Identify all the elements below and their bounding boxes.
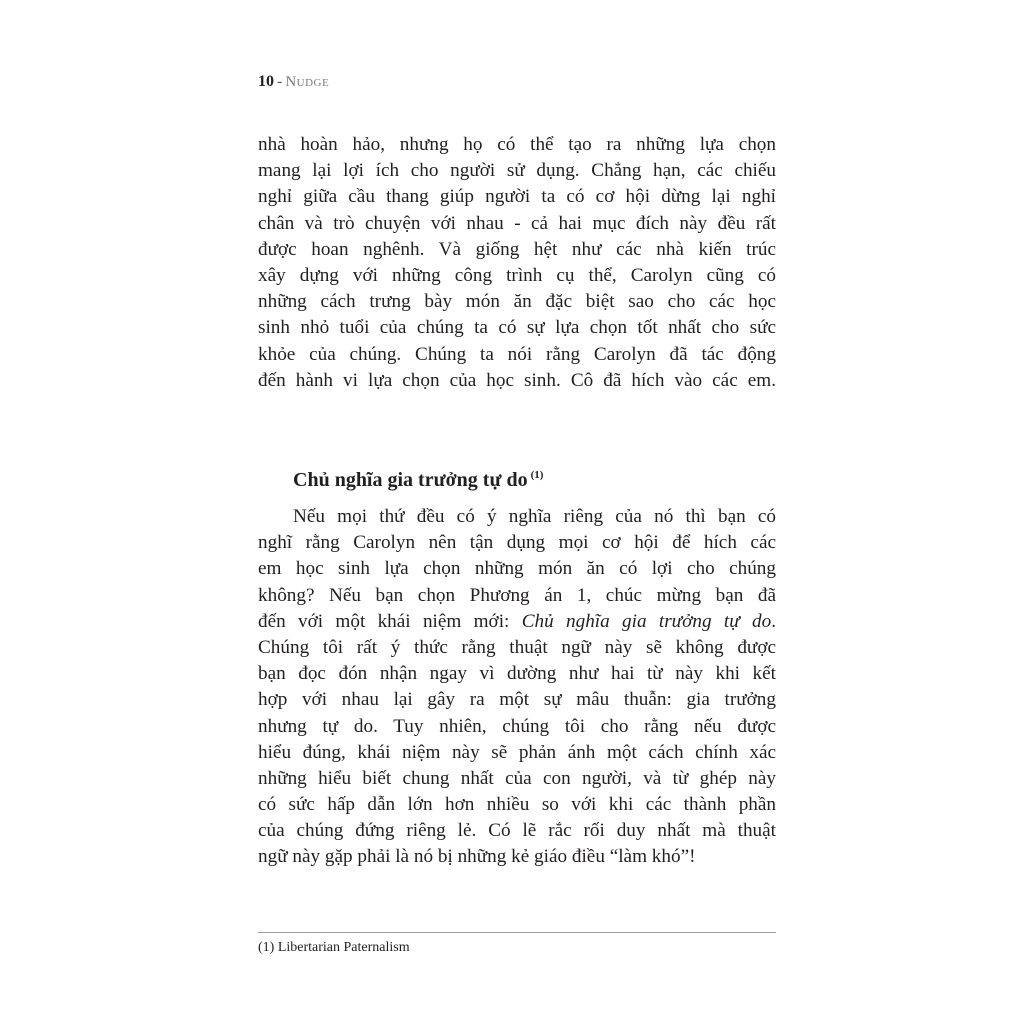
text-segment: . xyxy=(771,610,776,632)
text-line: có sức hấp dẫn lớn hơn nhiều so với khi các thành phần xyxy=(258,794,776,816)
emphasized-term: Chủ nghĩa gia trưởng tự do xyxy=(521,610,772,632)
page-number: 10 xyxy=(258,73,274,90)
running-head xyxy=(258,72,329,92)
book-page xyxy=(258,0,776,1024)
text-line: hiểu đúng, khái niệm này sẽ phản ánh một cách chính xác xyxy=(258,741,776,763)
text-line: những hiểu biết chung nhất của con người, và từ ghép này xyxy=(258,767,776,789)
text-line: Chúng tôi rất ý thức rằng thuật ngữ này sẽ không được xyxy=(258,636,776,658)
body-paragraph-2 xyxy=(258,504,776,871)
text-line: bạn đọc đón nhận ngay vì dường như hai từ này khi kết xyxy=(258,663,776,685)
body-paragraph-1 xyxy=(258,132,776,394)
footnote-divider xyxy=(258,932,776,933)
text-line: ngữ này gặp phải là nó bị những kẻ giáo điều “làm khó”! xyxy=(258,846,696,868)
text-segment: đến với một khái niệm mới: xyxy=(258,610,522,632)
footnote-reference: (1) xyxy=(530,469,544,481)
text-line: nhưng tự do. Tuy nhiên, chúng tôi cho rằng nếu được xyxy=(258,715,776,737)
header-separator: - xyxy=(277,73,283,90)
text-line: nhà hoàn hảo, nhưng họ có thể tạo ra những lựa chọn xyxy=(258,134,776,155)
footnote: (1) Libertarian Paternalism xyxy=(258,940,410,955)
text-line: của chúng đứng riêng lẻ. Có lẽ rắc rối duy nhất mà thuật xyxy=(258,820,776,842)
section-heading xyxy=(293,462,543,493)
text-line: hợp với nhau lại gây ra một sự mâu thuẫn: gia trưởng xyxy=(258,689,776,711)
text-line: sinh nhỏ tuổi của chúng ta có sự lựa chọn tốt nhất cho sức xyxy=(258,317,776,339)
text-line: Nếu mọi thứ đều có ý nghĩa riêng của nó thì bạn có xyxy=(293,506,776,527)
text-line: khỏe của chúng. Chúng ta nói rằng Carolyn đã tác động xyxy=(258,343,776,365)
text-line: xây dựng với những công trình cụ thể, Carolyn cũng có xyxy=(258,264,776,286)
text-line: không? Nếu bạn chọn Phương án 1, chúc mừng bạn đã xyxy=(258,584,776,606)
text-line: em học sinh lựa chọn những món ăn có lợi cho chúng xyxy=(258,558,776,580)
book-title: Nudge xyxy=(285,74,330,90)
text-line: nghĩ rằng Carolyn nên tận dụng mọi cơ hội để hích các xyxy=(258,532,776,554)
text-line-with-emphasis xyxy=(258,609,776,635)
text-line: đến hành vi lựa chọn của học sinh. Cô đã hích vào các em. xyxy=(258,369,776,391)
text-line: được hoan nghênh. Và giống hệt như các nhà kiến trúc xyxy=(258,238,776,260)
text-line: chân và trò chuyện với nhau - cả hai mục đích này đều rất xyxy=(258,212,776,234)
text-line: nghỉ giữa cầu thang giúp người ta có cơ hội dừng lại nghỉ xyxy=(258,186,776,208)
section-heading-text: Chủ nghĩa gia trưởng tự do xyxy=(293,469,528,491)
text-line: mang lại lợi ích cho người sử dụng. Chẳng hạn, các chiếu xyxy=(258,160,776,182)
text-line: những cách trưng bày món ăn đặc biệt sao cho các học xyxy=(258,291,776,313)
